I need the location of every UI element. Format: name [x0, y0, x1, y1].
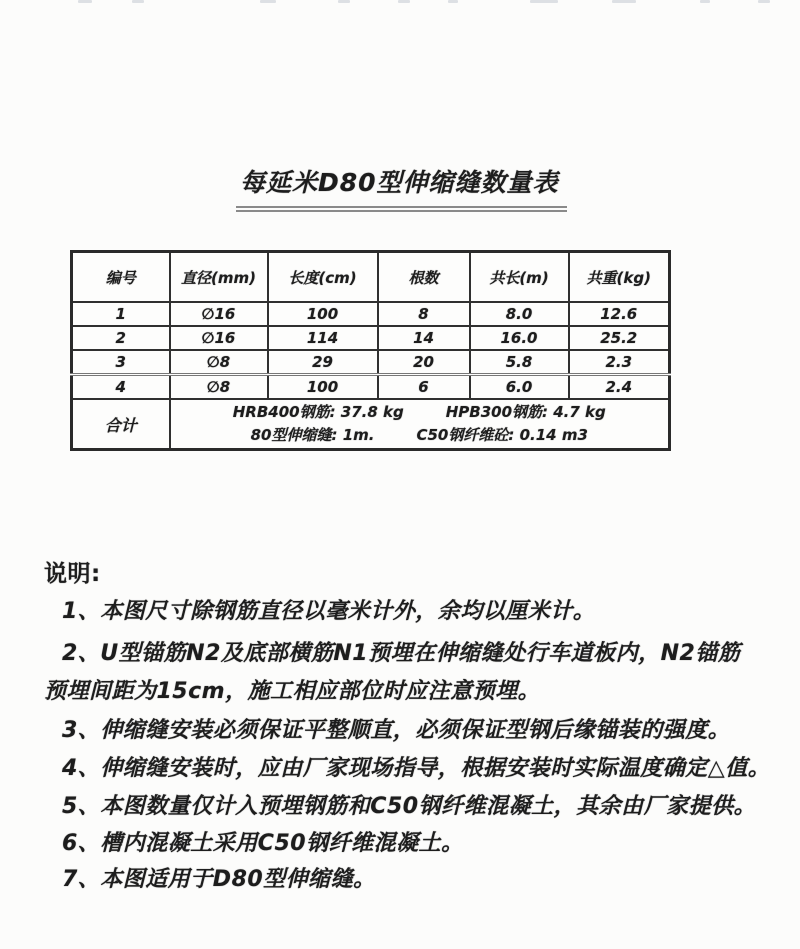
cell-total-length: 5.8: [470, 350, 569, 375]
scan-artifact: [612, 0, 636, 3]
note-item-7: 7、本图适用于D80型伸缩缝。: [62, 867, 376, 892]
scan-artifact: [132, 0, 144, 3]
cell-total-weight: 12.6: [569, 302, 670, 326]
table-row: [72, 302, 670, 326]
column-header: 共长(m): [470, 252, 569, 303]
note-item-6: 6、槽内混凝土采用C50钢纤维混凝土。: [62, 831, 464, 856]
summary-line-steel: [171, 401, 669, 424]
column-header: 根数: [378, 252, 470, 303]
cell-total-length: 8.0: [470, 302, 569, 326]
cell-total-length: 6.0: [470, 375, 569, 400]
cell-diameter: ∅16: [170, 326, 268, 350]
cell-diameter: ∅8: [170, 375, 268, 400]
summary-joint-length: 80型伸缩缝: 1m.: [250, 426, 375, 444]
notes-heading: 说明:: [44, 561, 101, 587]
cell-number: 1: [72, 302, 170, 326]
cell-count: 6: [378, 375, 470, 400]
cell-count: 20: [378, 350, 470, 375]
cell-total-length: 16.0: [470, 326, 569, 350]
summary-values: [170, 399, 670, 450]
note-item-1: 1、本图尺寸除钢筋直径以毫米计外，余均以厘米计。: [62, 599, 596, 624]
scan-artifact: [78, 0, 92, 3]
summary-hrb400: HRB400钢筋: 37.8 kg: [232, 403, 404, 421]
table-row: [72, 350, 670, 375]
cell-length: 114: [268, 326, 378, 350]
note-item-2-continued: 预埋间距为15cm，施工相应部位时应注意预埋。: [44, 679, 541, 704]
summary-label: 合计: [72, 399, 170, 450]
cell-total-weight: 2.3: [569, 350, 670, 375]
note-item-3: 3、伸缩缝安装必须保证平整顺直，必须保证型钢后缘锚装的强度。: [62, 718, 731, 743]
cell-number: 3: [72, 350, 170, 375]
table-header-row: [72, 252, 670, 303]
cell-total-weight: 25.2: [569, 326, 670, 350]
cell-number: 2: [72, 326, 170, 350]
table-summary-row: [72, 399, 670, 450]
table-row: [72, 326, 670, 350]
cell-count: 14: [378, 326, 470, 350]
cell-total-weight: 2.4: [569, 375, 670, 400]
cell-diameter: ∅16: [170, 302, 268, 326]
note-item-4: 4、伸缩缝安装时，应由厂家现场指导，根据安装时实际温度确定△值。: [62, 756, 771, 781]
column-header: 共重(kg): [569, 252, 670, 303]
cell-diameter: ∅8: [170, 350, 268, 375]
cell-length: 100: [268, 375, 378, 400]
summary-line-joint: [171, 424, 669, 447]
page-title: 每延米D80型伸缩缝数量表: [236, 163, 567, 212]
column-header: 长度(cm): [268, 252, 378, 303]
cell-number: 4: [72, 375, 170, 400]
table-row: [72, 375, 670, 400]
cell-length: 29: [268, 350, 378, 375]
summary-concrete: C50钢纤维砼: 0.14 m3: [416, 426, 588, 444]
scan-artifact: [448, 0, 458, 3]
scan-artifact: [398, 0, 410, 3]
scan-artifact: [338, 0, 350, 3]
scan-artifact: [758, 0, 770, 3]
summary-hpb300: HPB300钢筋: 4.7 kg: [445, 403, 606, 421]
note-item-5: 5、本图数量仅计入预埋钢筋和C50钢纤维混凝土，其余由厂家提供。: [62, 794, 757, 819]
column-header: 编号: [72, 252, 170, 303]
cell-count: 8: [378, 302, 470, 326]
cell-length: 100: [268, 302, 378, 326]
column-header: 直径(mm): [170, 252, 268, 303]
quantity-table: [70, 250, 671, 451]
note-item-2: 2、U型锚筋N2及底部横筋N1预埋在伸缩缝处行车道板内，N2锚筋: [62, 641, 741, 666]
scan-artifact: [700, 0, 710, 3]
scan-artifact: [530, 0, 558, 3]
scan-artifact: [260, 0, 276, 3]
